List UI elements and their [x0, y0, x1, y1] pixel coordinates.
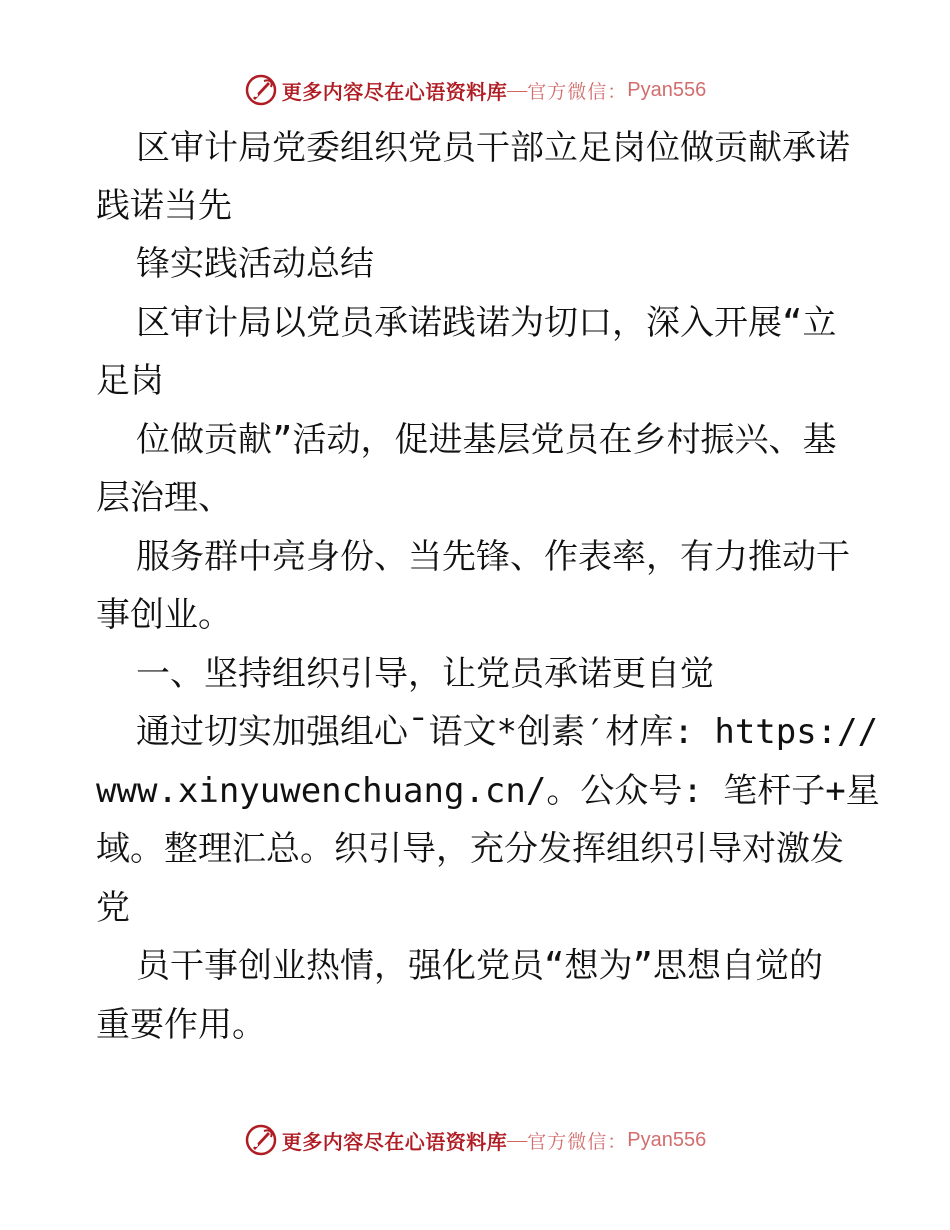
doc-paragraph-line: 服务群中亮身份、当先锋、作表率，有力推动干	[136, 537, 850, 577]
watermark-wechat-id: Pyan556	[627, 1128, 707, 1151]
footer-watermark	[0, 1122, 950, 1158]
quill-logo-icon	[244, 1123, 278, 1157]
watermark-site-text: 更多内容尽在心语资料库	[281, 1129, 508, 1154]
doc-paragraph-line: 域。整理汇总。织引导，充分发挥组织引导对激发	[96, 829, 844, 869]
header-watermark	[0, 72, 950, 108]
doc-section-heading: 一、坚持组织引导，让党员承诺更自觉	[136, 654, 714, 694]
doc-title-line-3: 锋实践活动总结	[136, 244, 374, 284]
doc-paragraph-line: www.xinyuwenchuang.cn/。公众号: 笔杆子+星	[96, 771, 880, 811]
watermark-wechat-id: Pyan556	[627, 78, 707, 101]
watermark-separator: —	[507, 78, 528, 101]
doc-paragraph-line: 通过切实加强组心¯语文*创素′材库: https://	[136, 712, 879, 752]
watermark-label: 官方微信：	[527, 1130, 628, 1153]
doc-paragraph-line: 层治理、	[96, 478, 232, 518]
doc-paragraph-line: 足岗	[96, 361, 164, 401]
doc-paragraph-line: 党	[96, 888, 130, 928]
watermark-site-text: 更多内容尽在心语资料库	[281, 79, 508, 104]
doc-paragraph-line: 事创业。	[96, 595, 232, 635]
watermark-separator: —	[507, 1128, 528, 1151]
doc-paragraph-line: 重要作用。	[96, 1005, 266, 1045]
quill-logo-icon	[244, 73, 278, 107]
doc-paragraph-line: 员干事创业热情，强化党员“想为”思想自觉的	[136, 946, 823, 986]
doc-paragraph-line: 位做贡献”活动，促进基层党员在乡村振兴、基	[136, 420, 837, 460]
doc-title-line-2: 践诺当先	[96, 186, 232, 226]
doc-paragraph-line: 区审计局以党员承诺践诺为切口，深入开展“立	[136, 303, 837, 343]
watermark-label: 官方微信：	[527, 80, 628, 103]
doc-title-line-1: 区审计局党委组织党员干部立足岗位做贡献承诺	[136, 128, 850, 168]
